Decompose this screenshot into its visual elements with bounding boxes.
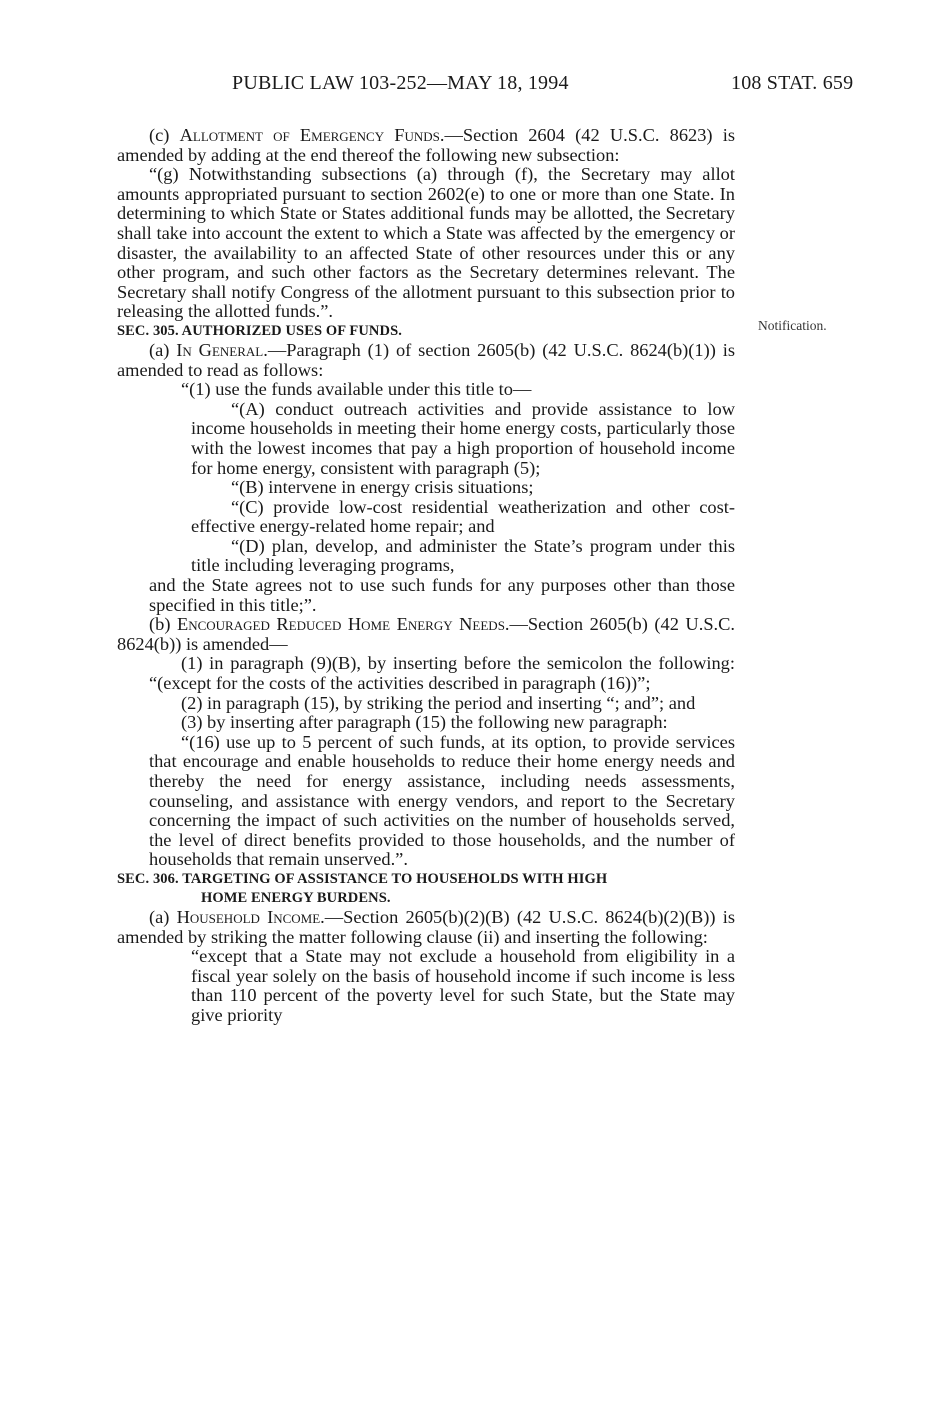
page-header bbox=[0, 72, 949, 102]
subsection-heading: Encouraged Reduced Home Energy Needs. bbox=[176, 614, 510, 635]
subparagraph-C: “(C) provide low-cost residential weatherization and other cost-effective energy-related home repair; and bbox=[191, 496, 735, 537]
subsection-a-305: (a) In General.—Paragraph (1) of section 2605(b) (42 U.S.C. 8624(b)(1)) is amended to read as follows: bbox=[117, 339, 736, 380]
paragraph-16: “(16) use up to 5 percent of such funds, at its option, to provide services that encourage and enable households to reduce their home energy needs and thereby the need for energy assistance, including needs assessments, counseling, and assistance with energy vendors, and report to the Secretary concerning the impact of such activities on the number of households served, the level of direct benefits provided to those households, and the number of households that remain unserved.”. bbox=[149, 731, 735, 870]
amendment-1: (1) in paragraph (9)(B), by inserting before the semicolon the following: “(except for the costs of the activities described in paragraph (16))”; bbox=[149, 653, 735, 694]
subsection-a-306: (a) Household Income.—Section 2605(b)(2)(B) (42 U.S.C. 8624(b)(2)(B)) is amended by striking the matter following clause (ii) and inserting the following: bbox=[117, 906, 735, 947]
subparagraph-A: “(A) conduct outreach activities and provide assistance to low income households in meeting their home energy costs, particularly those with the lowest incomes that pay a high proportion of household income for home energy, consistent with paragraph (5); bbox=[191, 398, 735, 478]
subparagraph-D: “(D) plan, develop, and administer the State’s program under this title including leveraging programs, bbox=[191, 535, 735, 576]
inserted-text: “except that a State may not exclude a household from eligibility in a fiscal year solely on the basis of household income if such income is less than 110 percent of the poverty level for such State, but the State may give priority bbox=[191, 946, 735, 1025]
paragraph-1: “(1) use the funds available under this title to— bbox=[181, 379, 532, 400]
section-heading-306: SEC. 306. TARGETING OF ASSISTANCE TO HOUSEHOLDS WITH HIGH HOME ENERGY BURDENS. bbox=[117, 870, 608, 906]
subsection-heading: Household Income. bbox=[176, 906, 325, 927]
subsection-g-text: “(g) Notwithstanding subsections (a) through (f), the Secretary may allot amounts appropriated pursuant to section 2602(e) to one or more than one State. In determining to which State or States additional funds may be allotted, the Secretary shall take into account the extent to which a State was affected by the emergency or disaster, the availability to an affected State of other resources under this or any other program, and such other factors as the Secretary determines relevant. The Secretary shall notify Congress of the allotment pursuant to this subsection prior to releasing the allotted funds.”. bbox=[117, 164, 735, 322]
section-heading-305: SEC. 305. AUTHORIZED USES OF FUNDS. bbox=[117, 322, 402, 339]
subsection-c: (c) Allotment of Emergency Funds.—Section 2604 (42 U.S.C. 8623) is amended by adding at the end thereof the following new subsection: bbox=[117, 125, 735, 165]
amendment-3: (3) by inserting after paragraph (15) the following new paragraph: bbox=[181, 712, 668, 733]
statute-page-number: 108 STAT. 659 bbox=[731, 72, 854, 94]
subsection-b-305: (b) Encouraged Reduced Home Energy Needs.—Section 2605(b) (42 U.S.C. 8624(b)) is amended— bbox=[117, 614, 736, 654]
statute-body bbox=[117, 126, 735, 1026]
subsection-heading: In General. bbox=[176, 339, 268, 360]
subparagraph-B: “(B) intervene in energy crisis situations; bbox=[231, 477, 534, 498]
margin-note: Notification. bbox=[758, 318, 827, 333]
agreement-clause: and the State agrees not to use such funds for any purposes other than those specified in this title;”. bbox=[149, 575, 735, 615]
running-head-title: PUBLIC LAW 103-252—MAY 18, 1994 bbox=[232, 72, 569, 94]
amendment-2: (2) in paragraph (15), by striking the period and inserting “; and”; and bbox=[181, 692, 696, 713]
subsection-heading: Allotment of Emergency Funds. bbox=[179, 125, 445, 145]
